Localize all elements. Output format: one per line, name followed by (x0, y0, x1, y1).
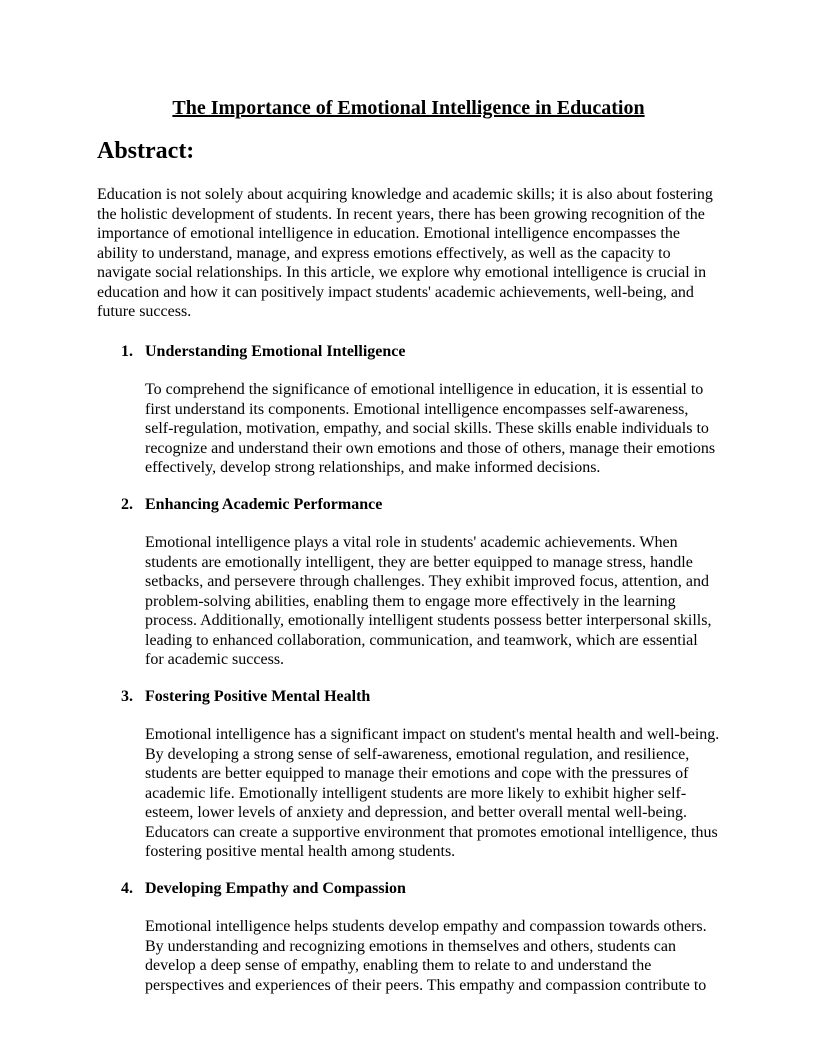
section-text: Emotional intelligence helps students develop empathy and compassion towards others. By understanding and recognizing emotions in themselves and others, students can develop a deep sense of empathy, enabling them to relate to and understand the perspectives and experiences of their peers. This empathy and compassion contribute to (145, 918, 707, 994)
section-text: To comprehend the significance of emotional intelligence in education, it is essential to first understand its components. Emotional intelligence encompasses self-awareness, self-regulation, motivation, empathy, and social skills. These skills enable individuals to recognize and understand their own emotions and those of others, manage their emotions effectively, develop strong relationships, and make informed decisions. (145, 381, 716, 476)
section-heading: Understanding Emotional Intelligence (145, 342, 406, 360)
section-understanding (97, 342, 720, 478)
section-heading: Developing Empathy and Compassion (145, 879, 406, 897)
section-empathy (97, 879, 720, 996)
section-number: 4. (121, 879, 133, 897)
section-heading: Enhancing Academic Performance (145, 495, 383, 513)
section-text: Emotional intelligence plays a vital role in students' academic achievements. When students are emotionally intelligent, they are better equipped to manage stress, handle setbacks, and persevere through challenges. They exhibit improved focus, attention, and problem-solving abilities, enabling them to engage more effectively in the learning process. Additionally, emotionally intelligent students possess better interpersonal skills, leading to enhanced collaboration, communication, and teamwork, which are essential for academic success. (145, 534, 712, 668)
section-heading: Fostering Positive Mental Health (145, 687, 371, 705)
section-academic-performance (97, 495, 720, 670)
section-list (97, 342, 720, 996)
section-text: Emotional intelligence has a significant impact on student's mental health and well-being. By developing a strong sense of self-awareness, emotional regulation, and resilience, students are better equipped to manage their emotions and cope with the pressures of academic life. Emotionally intelligent students are more likely to exhibit higher self-esteem, lower levels of anxiety and depression, and better overall mental well-being. Educators can create a supportive environment that promotes emotional intelligence, thus fostering positive mental health among students. (145, 726, 720, 860)
section-mental-health (97, 687, 720, 862)
document-title: The Importance of Emotional Intelligence in Education (172, 97, 645, 119)
section-number: 3. (121, 687, 133, 705)
abstract-heading: Abstract: (97, 138, 195, 164)
section-number: 1. (121, 342, 133, 360)
abstract-text: Education is not solely about acquiring knowledge and academic skills; it is also about fostering the holistic development of students. In recent years, there has been growing recognition of the importance of emotional intelligence in education. Emotional intelligence encompasses the ability to understand, manage, and express emotions effectively, as well as the capacity to navigate social relationships. In this article, we explore why emotional intelligence is crucial in education and how it can positively impact students' academic achievements, well-being, and future success. (97, 186, 713, 320)
section-number: 2. (121, 495, 133, 513)
